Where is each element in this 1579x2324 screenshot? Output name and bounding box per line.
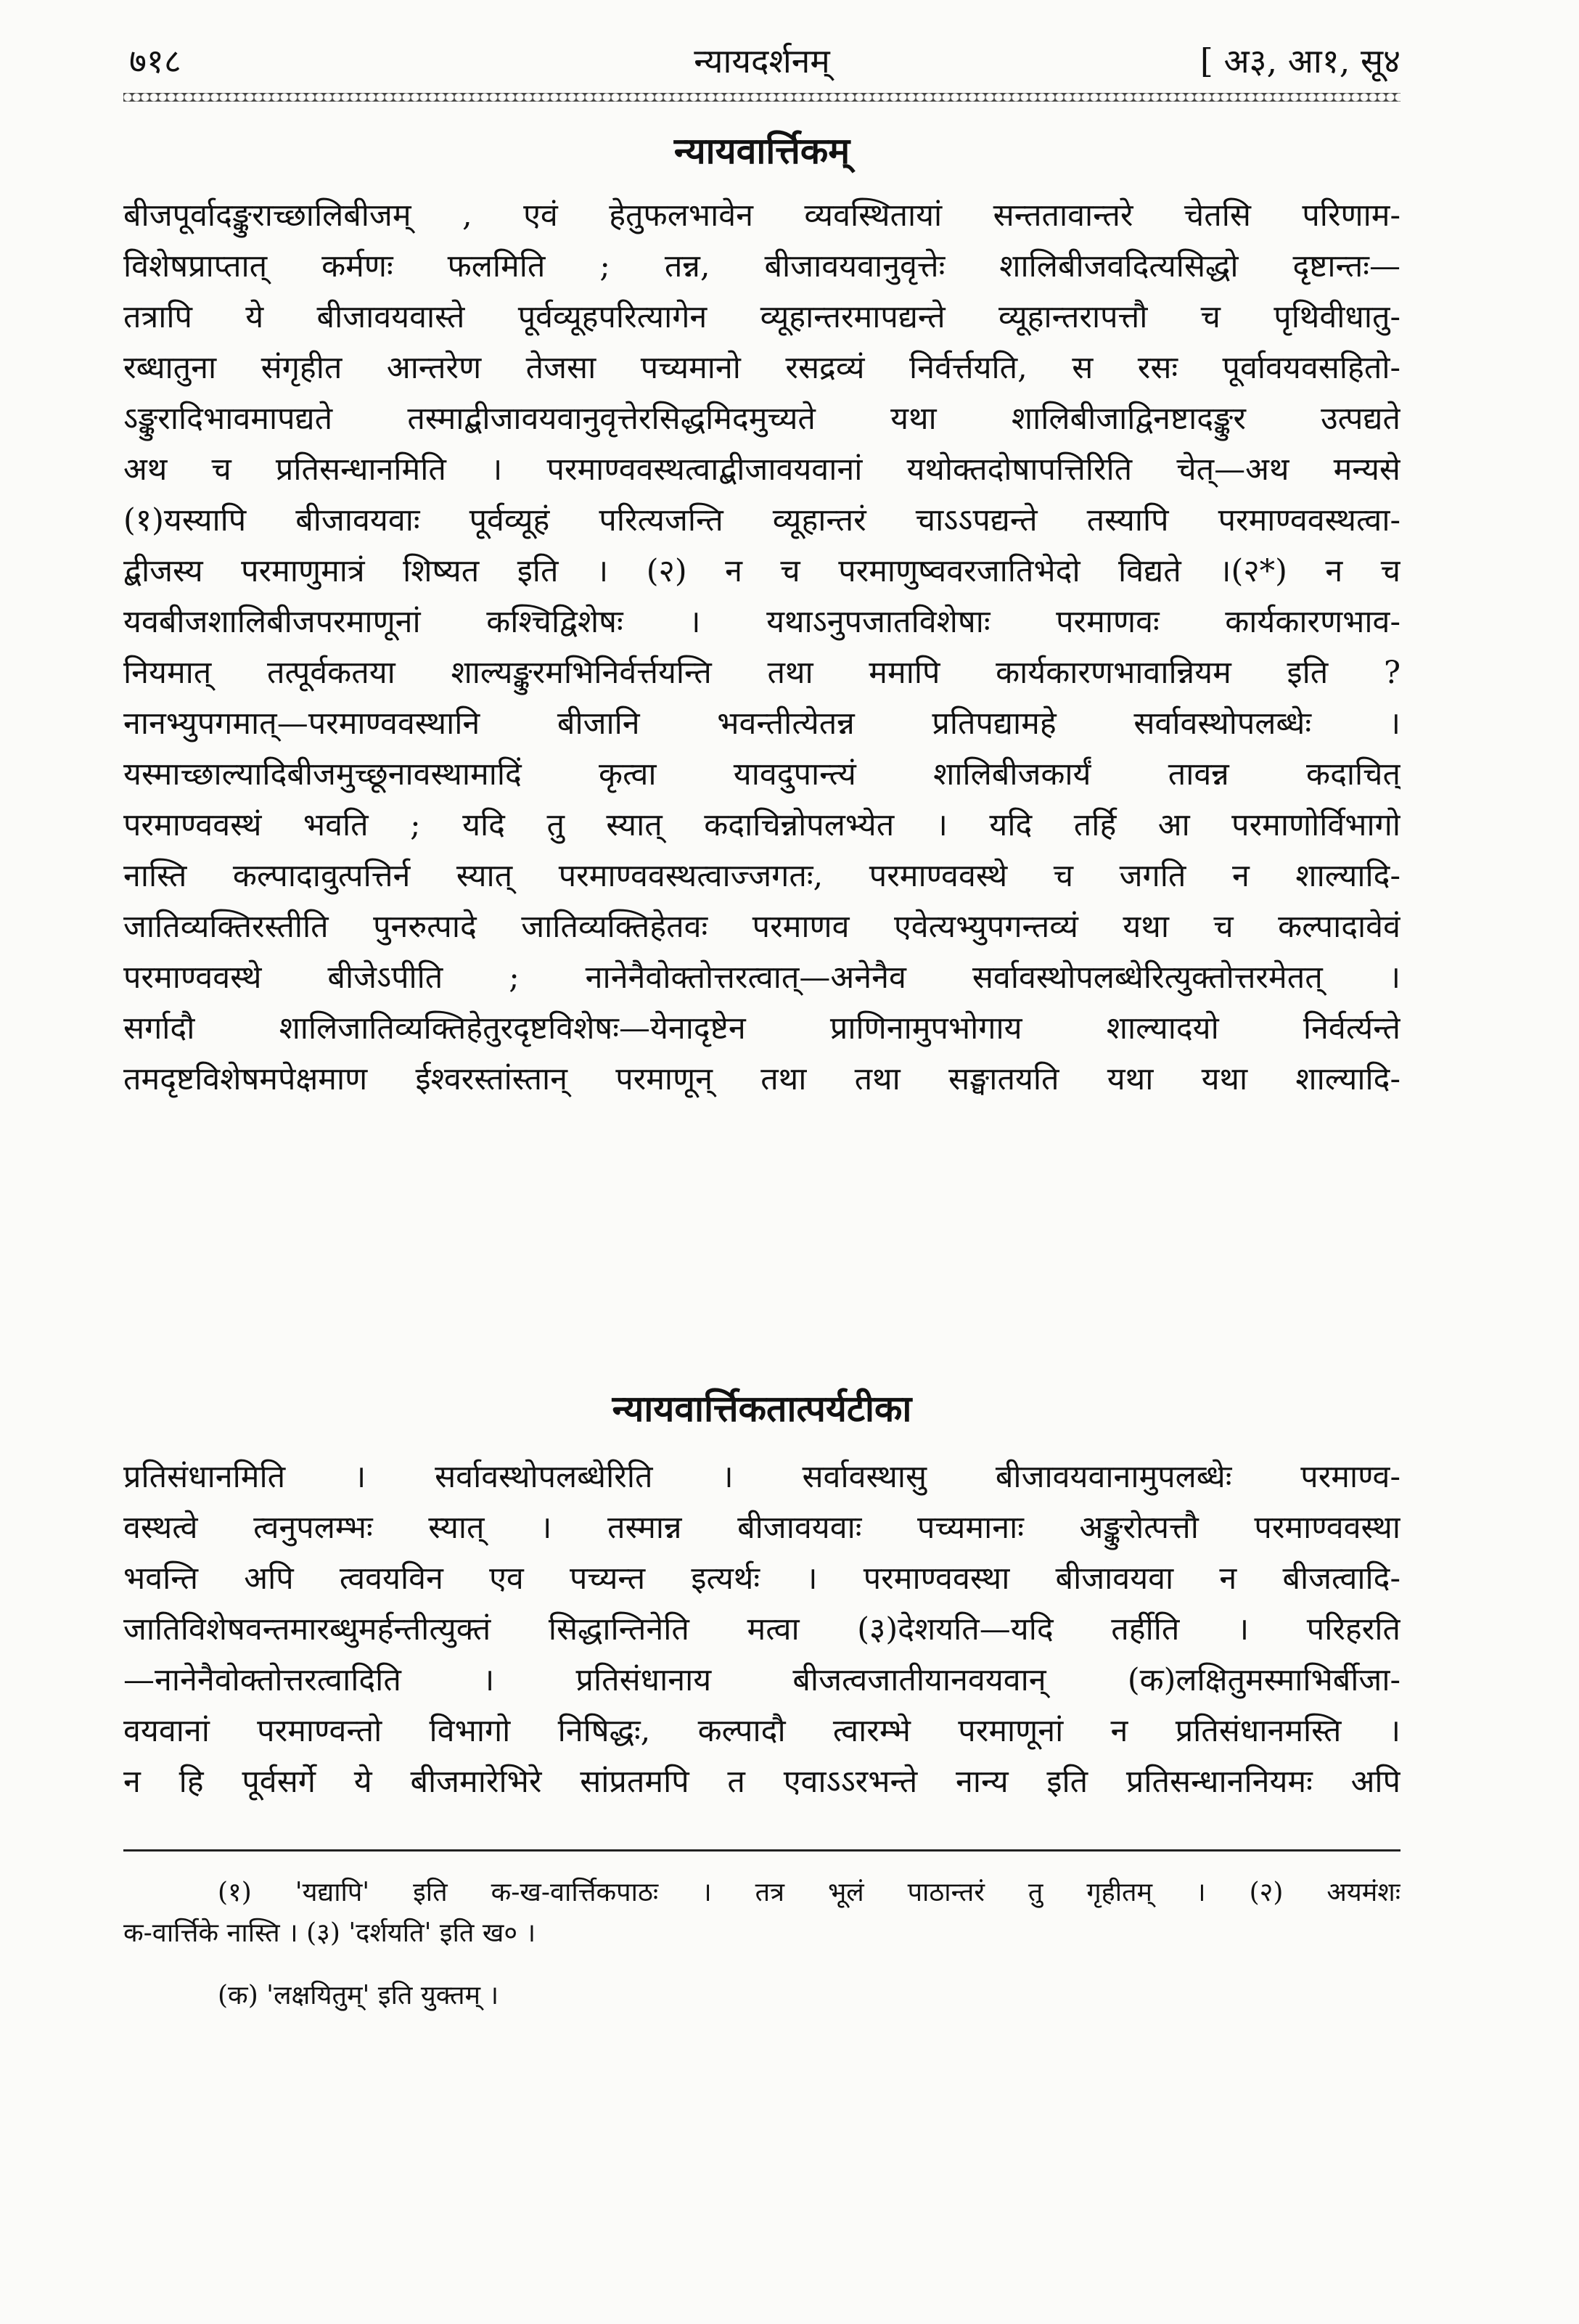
text-line: तत्रापि ये बीजावयवास्ते पूर्वव्यूहपरित्यागेन व्यूहान्तरमापद्यन्ते व्यूहान्तरापत्तौ च पृथिवीधातु- [123,299,1400,335]
text-line: नियमात् तत्पूर्वकतया शाल्यङ्कुरमभिनिर्वर्त्तयन्ति तथा ममापि कार्यकारणभावान्नियम इति ? [123,655,1400,691]
text-line: भवन्ति अपि त्ववयविन एव पच्यन्त इत्यर्थः । परमाण्ववस्था बीजावयवा न बीजत्वादि- [123,1560,1400,1597]
text-line: जातिविशेषवन्तमारब्धुमर्हन्तीत्युक्तं सिद्धान्तिनेति मत्वा (३)देशयति—यदि तर्हीति । परिहरति [123,1611,1400,1648]
text-line: यवबीजशालिबीजपरमाणूनां कश्चिद्विशेषः । यथाऽनुपजातविशेषाः परमाणवः कार्यकारणभाव- [123,604,1400,640]
footnote-line: (क) 'लक्षयितुम्' इति युक्तम् । [218,1981,499,2010]
text-line: तमदृष्टविशेषमपेक्षमाण ईश्वरस्तांस्तान् परमाणून् तथा तथा सङ्घातयति यथा यथा शाल्यादि- [123,1061,1400,1097]
text-line: बीजपूर्वादङ्कुराच्छालिबीजम् , एवं हेतुफलभावेन व्यवस्थितायां सन्ततावान्तरे चेतसि परिणाम- [123,197,1400,234]
book-title: न्यायदर्शनम् [694,41,830,81]
text-line: —नानेनैवोक्तोत्तरत्वादिति । प्रतिसंधानाय बीजत्वजातीयानवयवान् (क)लक्षितुमस्माभिर्बीजा- [123,1662,1400,1698]
footnote-line: क-वार्त्तिके नास्ति । (३) 'दर्शयति' इति ख० । [123,1918,536,1948]
text-line: परमाण्ववस्थे बीजेऽपीति ; नानेनैवोक्तोत्तरत्वात्—अनेनैव सर्वावस्थोपलब्धेरित्युक्तोत्तरमेतत् । [123,960,1400,996]
text-line: विशेषप्राप्तात् कर्मणः फलमिति ; तन्न, बीजावयवानुवृत्तेः शालिबीजवदित्यसिद्धो दृष्टान्तः— [123,248,1400,285]
text-line: सर्गादौ शालिजातिव्यक्तिहेतुरदृष्टविशेषः—येनादृष्टेन प्राणिनामुपभोगाय शाल्यादयो निर्वर्त्यन्ते [123,1010,1400,1047]
text-line: न हि पूर्वसर्गे ये बीजमारेभिरे सांप्रतमपि त एवाऽऽरभन्ते नान्य इति प्रतिसन्धाननियमः अपि [123,1764,1400,1800]
footnote-line: (१) 'यद्यापि' इति क-ख-वार्त्तिकपाठः । तत्र भूलं पाठान्तरं तु गृहीतम् । (२) अयमंशः [218,1878,1400,1907]
chapter-reference: [ अ३, आ१, सू४ [1199,41,1400,81]
text-line: नास्ति कल्पादावुत्पत्तिर्न स्यात् परमाण्ववस्थत्वाज्जगतः, परमाण्ववस्थे च जगति न शाल्यादि- [123,858,1400,894]
text-line: प्रतिसंधानमिति । सर्वावस्थोपलब्धेरिति । सर्वावस्थासु बीजावयवानामुपलब्धेः परमाण्व- [123,1459,1400,1495]
text-line: नानभ्युपगमात्—परमाण्ववस्थानि बीजानि भवन्तीत्येतन्न प्रतिपद्यामहे सर्वावस्थोपलब्धेः । [123,705,1400,742]
section-title-vartika: न्यायवार्त्तिकम् [673,129,850,172]
vartika-text [123,190,1400,1105]
footnote-rule [123,1849,1400,1852]
running-header [123,22,1400,87]
text-line: परमाण्ववस्थं भवति ; यदि तु स्यात् कदाचिन्नोपलभ्येत । यदि तर्हि आ परमाणोर्विभागो [123,807,1400,843]
page-number: ७१८ [129,41,181,81]
text-line: (१)यस्यापि बीजावयवाः पूर्वव्यूहं परित्यजन्ति व्यूहान्तरं चाऽऽपद्यन्ते तस्यापि परमाण्ववस्थत्वा- [123,502,1400,539]
text-line: अथ च प्रतिसन्धानमिति । परमाण्ववस्थत्वाद्बीजावयवानां यथोक्तदोषापत्तिरिति चेत्—अथ मन्यसे [123,451,1400,488]
text-line: जातिव्यक्तिरस्तीति पुनरुत्पादे जातिव्यक्तिहेतवः परमाणव एवेत्यभ्युपगन्तव्यं यथा च कल्पादावेवं [123,909,1400,945]
text-line: वस्थत्वे त्वनुपलम्भः स्यात् । तस्मान्न बीजावयवाः पच्यमानाः अङ्कुरोत्पत्तौ परमाण्ववस्था [123,1510,1400,1546]
text-line: रब्धातुना संगृहीत आन्तरेण तेजसा पच्यमानो रसद्रव्यं निर्वर्त्तयति, स रसः पूर्वावयवसहितो- [123,350,1400,386]
footnotes [123,1873,1400,2016]
text-line: यस्माच्छाल्यादिबीजमुच्छूनावस्थामादिं कृत्वा यावदुपान्त्यं शालिबीजकार्यं तावन्न कदाचित् [123,756,1400,793]
section-title-tika: न्यायवार्त्तिकतात्पर्यटीका [612,1387,912,1430]
header-wavy-rule [123,93,1400,109]
tika-text [123,1452,1400,1807]
text-line: द्बीजस्य परमाणुमात्रं शिष्यत इति । (२) न च परमाणुष्ववरजातिभेदो विद्यते ।(२*) न च [123,553,1400,589]
text-line: ऽङ्कुरादिभावमापद्यते तस्माद्बीजावयवानुवृत्तेरसिद्धमिदमुच्यते यथा शालिबीजाद्विनष्टादङ्कुर उत्पद्यते [123,401,1400,437]
text-line: वयवानां परमाण्वन्तो विभागो निषिद्धः, कल्पादौ त्वारम्भे परमाणूनां न प्रतिसंधानमस्ति । [123,1713,1400,1749]
